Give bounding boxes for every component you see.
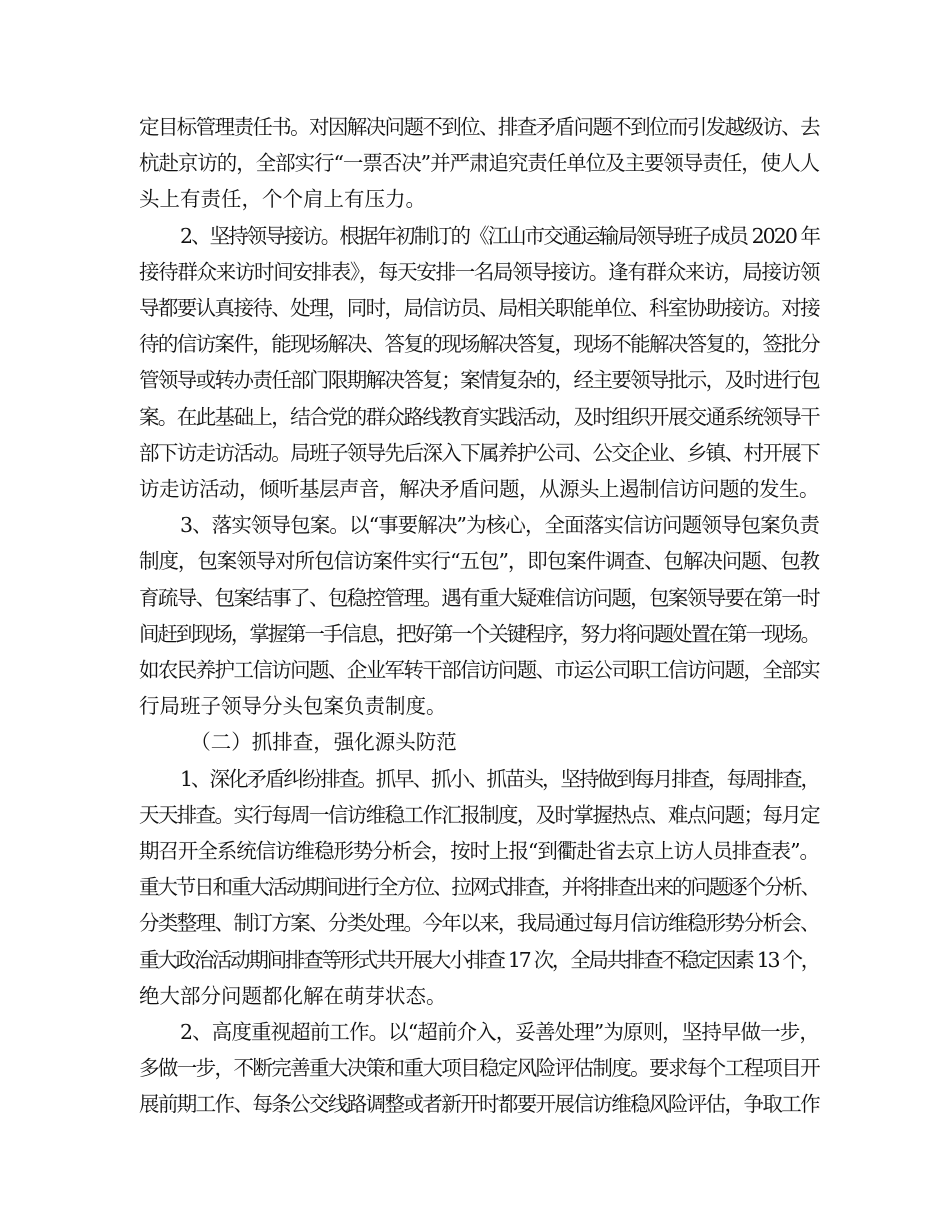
text-line: 间赶到现场，掌握第一手信息，把好第一个关键程序，努力将问题处置在第一现场。	[139, 621, 819, 646]
text-line: 1、深化矛盾纠纷排查。抓早、抓小、抓苗头，坚持做到每月排查，每周排查，	[180, 766, 819, 791]
text-line: 杭赴京访的，全部实行“一票否决”并严肃追究责任单位及主要领导责任，使人人	[139, 151, 819, 176]
text-line: 接待群众来访时间安排表》，每天安排一名局领导接访。逢有群众来访，局接访领	[139, 259, 819, 284]
text-line: 定目标管理责任书。对因解决问题不到位、排查矛盾问题不到位而引发越级访、去	[139, 115, 819, 139]
paragraph-advance-work	[139, 1014, 819, 1123]
text-line: 重大政治活动期间排查等形式共开展大小排查 17 次，全局共排查不稳定因素 13 个，	[139, 947, 820, 972]
paragraph-dispute-check	[139, 761, 819, 1014]
text-line: 分类整理、制订方案、分类处理。今年以来，我局通过每月信访维稳形势分析会、	[139, 911, 819, 936]
text-line: 如农民养护工信访问题、企业军转干部信访问题、市运公司职工信访问题，全部实	[139, 658, 819, 683]
text-line: 2、坚持领导接访。根据年初制订的《江山市交通运输局领导班子成员 2020 年	[180, 223, 819, 248]
text-line: 2、高度重视超前工作。以“超前介入，妥善处理”为原则，坚持早做一步，	[180, 1020, 819, 1045]
document-body	[139, 109, 819, 1123]
paragraph-leader-case	[139, 507, 819, 724]
text-line: 3、落实领导包案。以“事要解决”为核心，全面落实信访问题领导包案负责	[180, 513, 819, 538]
text-line: 访走访活动，倾听基层声音，解决矛盾问题，从源头上遏制信访问题的发生。	[139, 477, 819, 502]
paragraph-continuation	[139, 109, 819, 218]
section-heading	[139, 724, 819, 760]
text-line: 行局班子领导分头包案负责制度。	[139, 694, 447, 719]
paragraph-leader-reception	[139, 218, 819, 508]
text-line: 绝大部分问题都化解在萌芽状态。	[139, 983, 447, 1008]
text-line: 天天排查。实行每周一信访维稳工作汇报制度，及时掌握热点、难点问题；每月定	[139, 802, 819, 827]
text-line: 头上有责任，个个肩上有压力。	[139, 187, 426, 212]
text-line: 待的信访案件，能现场解决、答复的现场解决答复，现场不能解决答复的，签批分	[139, 332, 819, 357]
text-line: 期召开全系统信访维稳形势分析会，按时上报“到衢赴省去京上访人员排查表”。	[139, 839, 819, 864]
text-line: 案。在此基础上，结合党的群众路线教育实践活动，及时组织开展交通系统领导干	[139, 404, 819, 429]
text-line: 展前期工作、每条公交线路调整或者新开时都要开展信访维稳风险评估，争取工作	[139, 1092, 819, 1117]
text-line: 重大节日和重大活动期间进行全方位、拉网式排查，并将排查出来的问题逐个分析、	[139, 875, 819, 900]
text-line: 导都要认真接待、处理，同时，局信访员、局相关职能单位、科室协助接访。对接	[139, 296, 819, 321]
text-line: 多做一步，不断完善重大决策和重大项目稳定风险评估制度。要求每个工程项目开	[139, 1056, 819, 1081]
heading-line: （二）抓排查，强化源头防范	[190, 730, 457, 755]
text-line: 育疏导、包案结事了、包稳控管理。遇有重大疑难信访问题，包案领导要在第一时	[139, 585, 819, 610]
text-line: 制度，包案领导对所包信访案件实行“五包”，即包案件调查、包解决问题、包教	[139, 549, 819, 574]
text-line: 部下访走访活动。局班子领导先后深入下属养护公司、公交企业、乡镇、村开展下	[139, 440, 819, 465]
text-line: 管领导或转办责任部门限期解决答复；案情复杂的，经主要领导批示，及时进行包	[139, 368, 819, 393]
